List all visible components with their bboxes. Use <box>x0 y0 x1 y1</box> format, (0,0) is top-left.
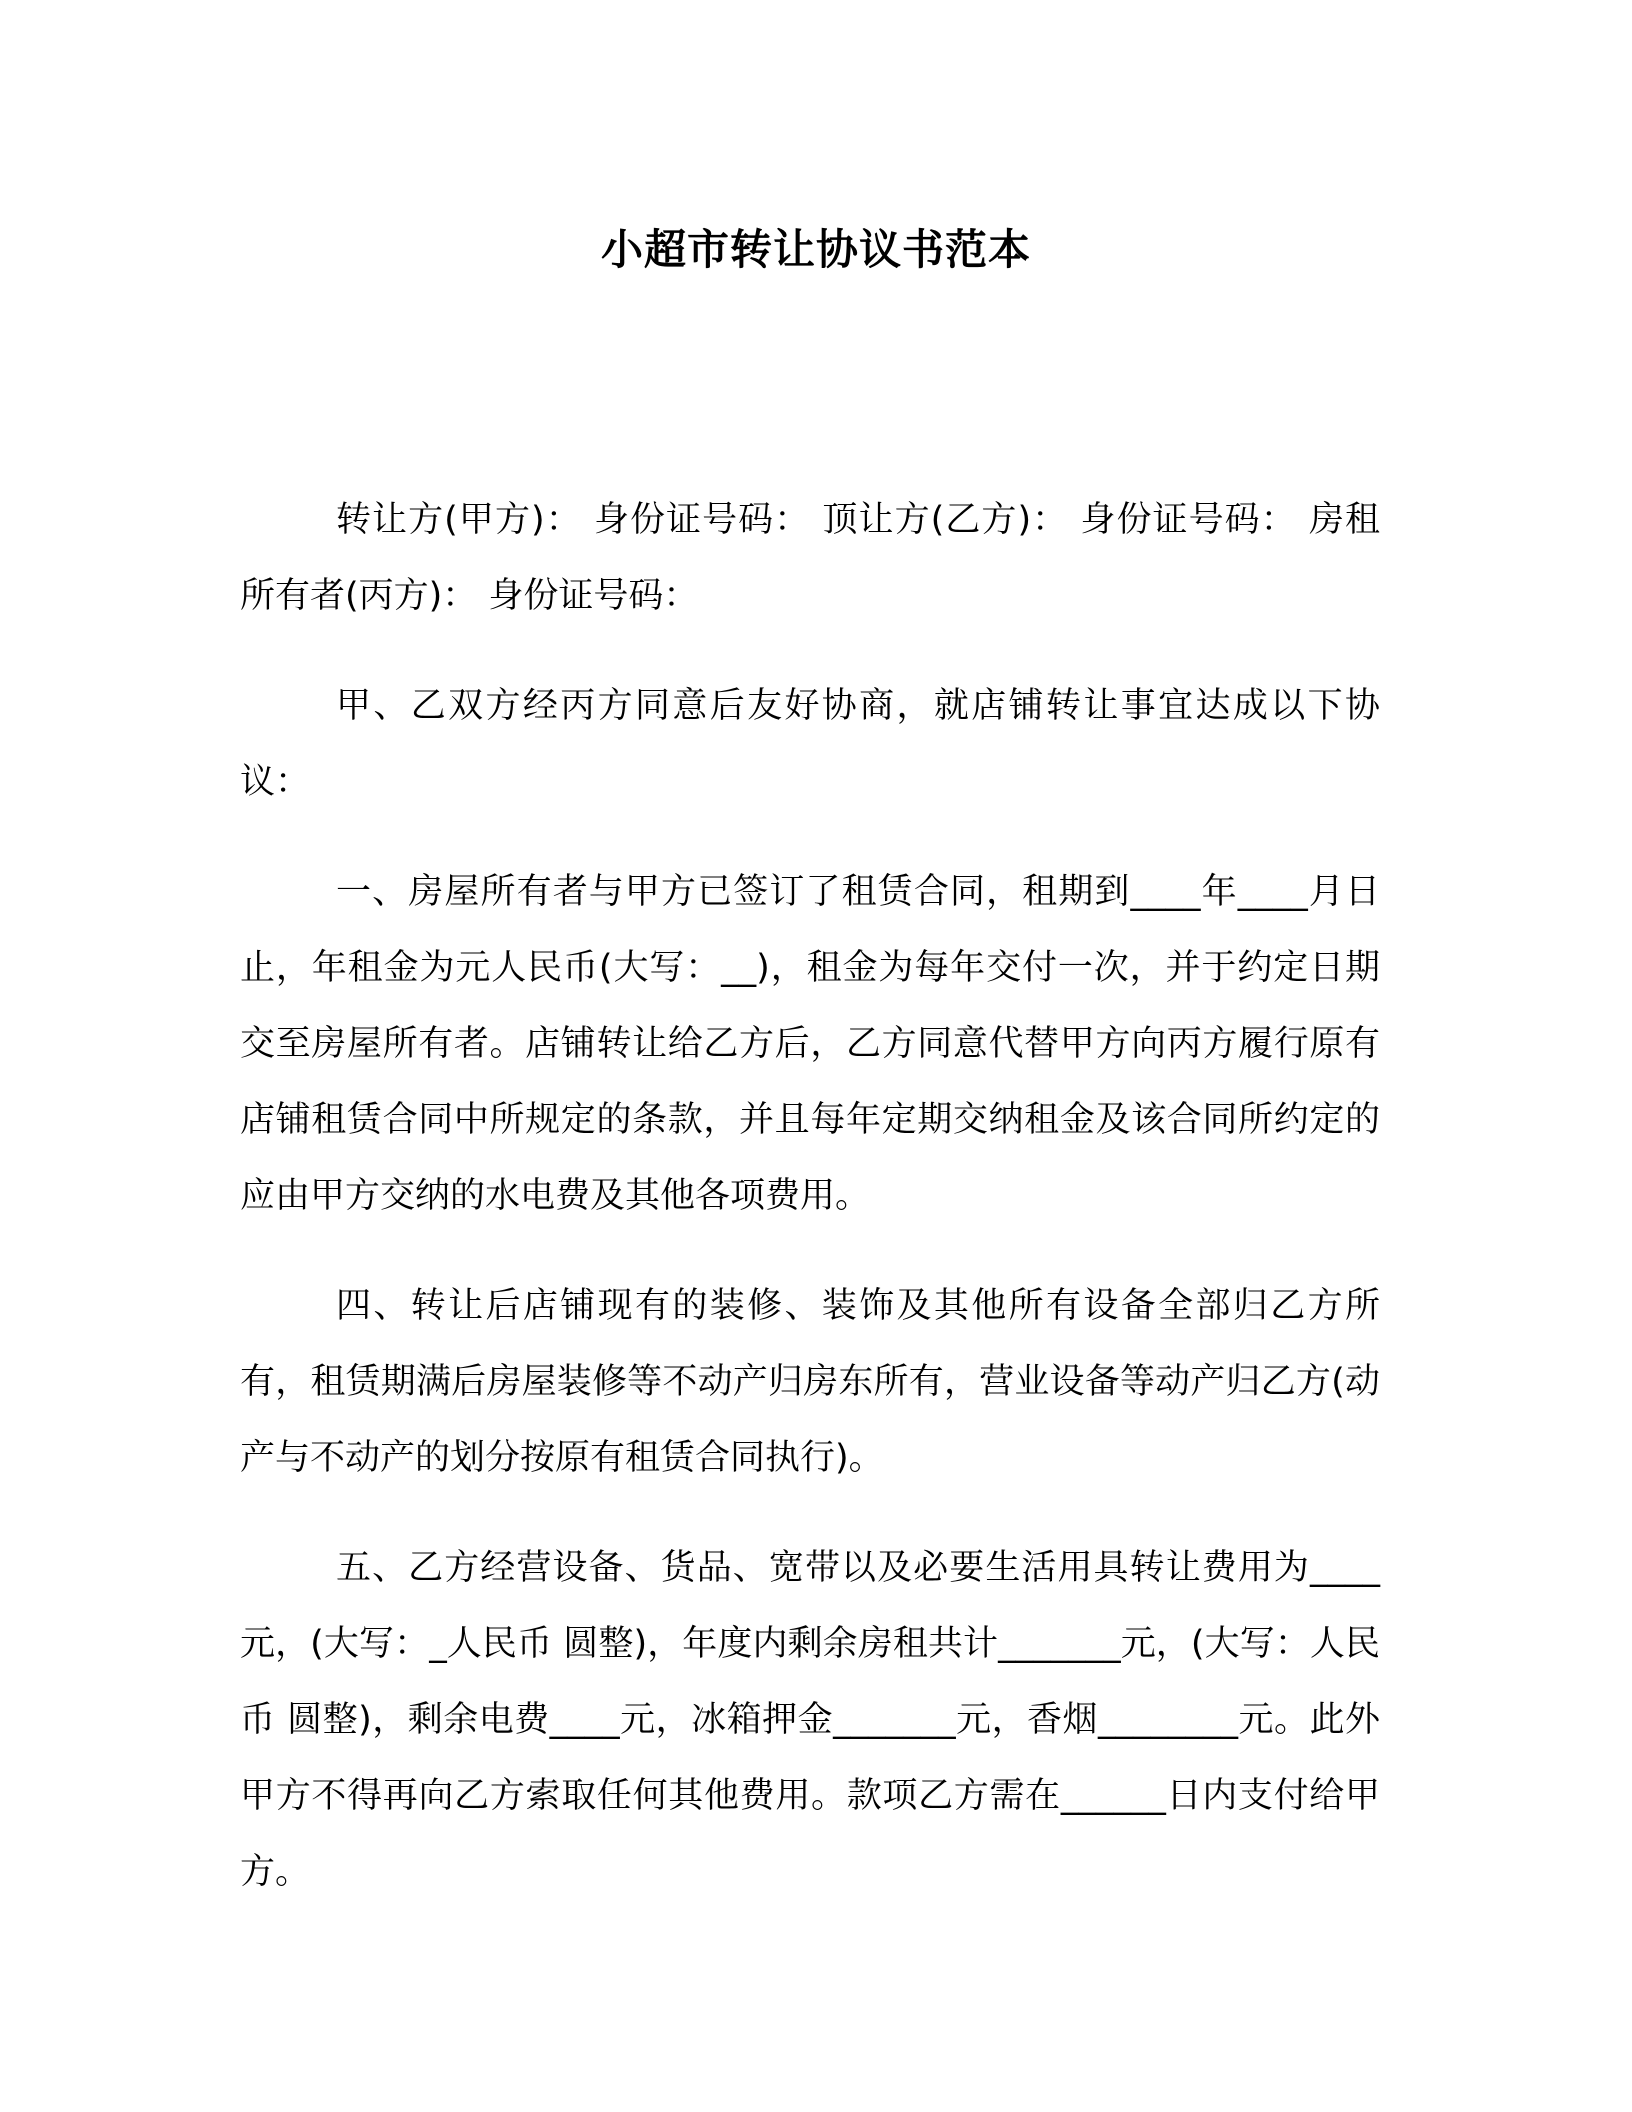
paragraph-parties: 转让方(甲方)： 身份证号码： 顶让方(乙方)： 身份证号码： 房租所有者(丙方)： 身份证号码： <box>240 500 1380 616</box>
paragraph-clause-1: 一、房屋所有者与甲方已签订了租赁合同，租期到____年____月日止，年租金为元人民币(大写：__)，租金为每年交付一次，并于约定日期交至房屋所有者。店铺转让给乙方后，乙方同意代替甲方向丙方履行原有店铺租赁合同中所规定的条款，并且每年定期交纳租金及该合同所约定的应由甲方交纳的水电费及其他各项费用。 <box>240 872 1380 1216</box>
paragraph-clause-4: 四、转让后店铺现有的装修、装饰及其他所有设备全部归乙方所有，租赁期满后房屋装修等不动产归房东所有，营业设备等动产归乙方(动产与不动产的划分按原有租赁合同执行)。 <box>240 1286 1380 1478</box>
document-body <box>240 482 1380 1944</box>
paragraph-preamble: 甲、乙双方经丙方同意后友好协商，就店铺转让事宜达成以下协议： <box>240 686 1380 802</box>
paragraph-clause-5: 五、乙方经营设备、货品、宽带以及必要生活用具转让费用为____元，(大写：_人民币 圆整)，年度内剩余房租共计_______元，(大写：人民币 圆整)，剩余电费____元，冰箱押金_______元，香烟________元。此外甲方不得再向乙方索取任何其他费用。款项乙方需在______日内支付给甲方。 <box>240 1548 1380 1892</box>
document-title: 小超市转让协议书范本 <box>600 225 1031 274</box>
